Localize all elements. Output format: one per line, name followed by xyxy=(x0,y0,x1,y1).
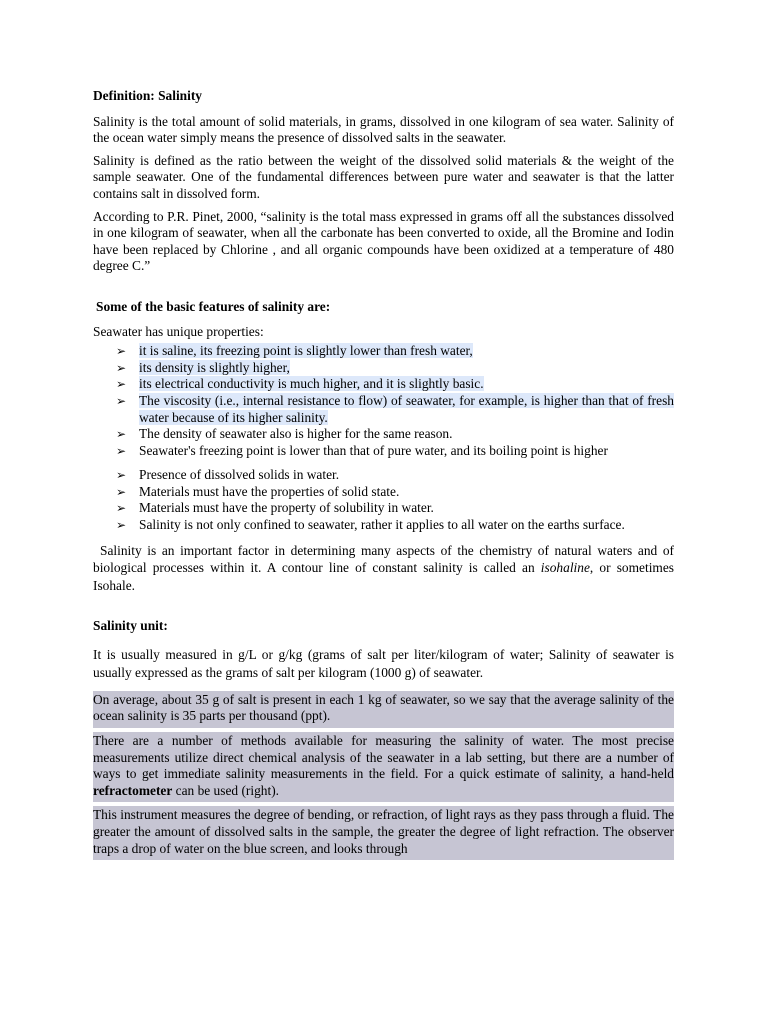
list-item: ➢ it is saline, its freezing point is slightly lower than fresh water, xyxy=(116,343,473,359)
features-closing-paragraph: Salinity is an important factor in determining many aspects of the chemistry of natural waters and of biological processes within it. A contour line of constant salinity is called an isohaline, or sometimes Isohale. xyxy=(93,542,674,593)
unit-paragraph-3: There are a number of methods available for measuring the salinity of water. The most precise measurements utilize direct chemical analysis of the seawater in a lab setting, but there are a number of ways to get immediate salinity measurements in the field. For a quick estimate of salinity, a hand-held refractometer can be used (right). xyxy=(93,732,674,802)
bullet-arrow-icon: ➢ xyxy=(116,427,127,442)
list-item: ➢ Materials must have the properties of solid state. xyxy=(116,483,400,499)
unit-paragraph-1: It is usually measured in g/L or g/kg (grams of salt per liter/kilogram of water; Salinity of seawater is usually expressed as the grams of salt per kilogram (1000 g) of seawater. xyxy=(93,646,674,680)
list-item: ➢ Materials must have the property of solubility in water. xyxy=(116,500,434,516)
list-item: ➢ The viscosity (i.e., internal resistance to flow) of seawater, for example, is higher than that of fresh water because of its higher salinity. xyxy=(116,392,674,425)
features-list-1 xyxy=(93,343,674,459)
unit-heading: Salinity unit: xyxy=(93,618,168,634)
definition-paragraph-2: Salinity is defined as the ratio between the weight of the dissolved solid materials & the weight of the sample seawater. One of the fundamental differences between pure water and seawater is that the latter contains salt in dissolved form. xyxy=(93,152,674,201)
list-item: ➢ Presence of dissolved solids in water. xyxy=(116,467,340,483)
features-intro: Seawater has unique properties: xyxy=(93,323,264,339)
highlighted-block xyxy=(93,691,674,860)
refractometer-term: refractometer xyxy=(93,782,173,798)
list-item: ➢ Seawater's freezing point is lower than that of pure water, and its boiling point is higher xyxy=(116,442,608,458)
definition-paragraph-1: Salinity is the total amount of solid materials, in grams, dissolved in one kilogram of sea water. Salinity of the ocean water simply means the presence of dissolved salts in the seawater. xyxy=(93,113,674,146)
document-body xyxy=(93,88,674,860)
unit-paragraph-2: On average, about 35 g of salt is present in each 1 kg of seawater, so we say that the average salinity of the ocean salinity is 35 parts per thousand (ppt). xyxy=(93,691,674,728)
bullet-arrow-icon: ➢ xyxy=(116,501,127,516)
bullet-arrow-icon: ➢ xyxy=(116,377,127,392)
list-item: ➢ Salinity is not only confined to seawater, rather it applies to all water on the earths surface. xyxy=(116,517,625,533)
list-item: ➢ The density of seawater also is higher for the same reason. xyxy=(116,426,453,442)
isohaline-term: isohaline xyxy=(540,560,590,576)
bullet-arrow-icon: ➢ xyxy=(116,443,127,458)
bullet-arrow-icon: ➢ xyxy=(116,360,127,375)
bullet-arrow-icon: ➢ xyxy=(116,484,127,499)
list-item: ➢ its density is slightly higher, xyxy=(116,359,290,375)
bullet-arrow-icon: ➢ xyxy=(116,344,127,359)
features-heading: Some of the basic features of salinity are: xyxy=(96,298,331,314)
definition-paragraph-3: According to P.R. Pinet, 2000, “salinity is the total mass expressed in grams off all the substances dissolved in one kilogram of seawater, when all the carbonate has been converted to oxide, all the Bromine and Iodin have been replaced by Chlorine , and all organic compounds have been oxidized at a temperature of 480 degree C.” xyxy=(93,208,674,274)
bullet-arrow-icon: ➢ xyxy=(116,393,127,408)
features-list-2 xyxy=(93,467,674,533)
unit-paragraph-4: This instrument measures the degree of bending, or refraction, of light rays as they pass through a fluid. The greater the amount of dissolved salts in the sample, the greater the degree of light refraction. The observer traps a drop of water on the blue screen, and looks through xyxy=(93,806,674,860)
list-item: ➢ its electrical conductivity is much higher, and it is slightly basic. xyxy=(116,376,484,392)
bullet-arrow-icon: ➢ xyxy=(116,518,127,533)
definition-heading: Definition: Salinity xyxy=(93,88,202,103)
bullet-arrow-icon: ➢ xyxy=(116,468,127,483)
